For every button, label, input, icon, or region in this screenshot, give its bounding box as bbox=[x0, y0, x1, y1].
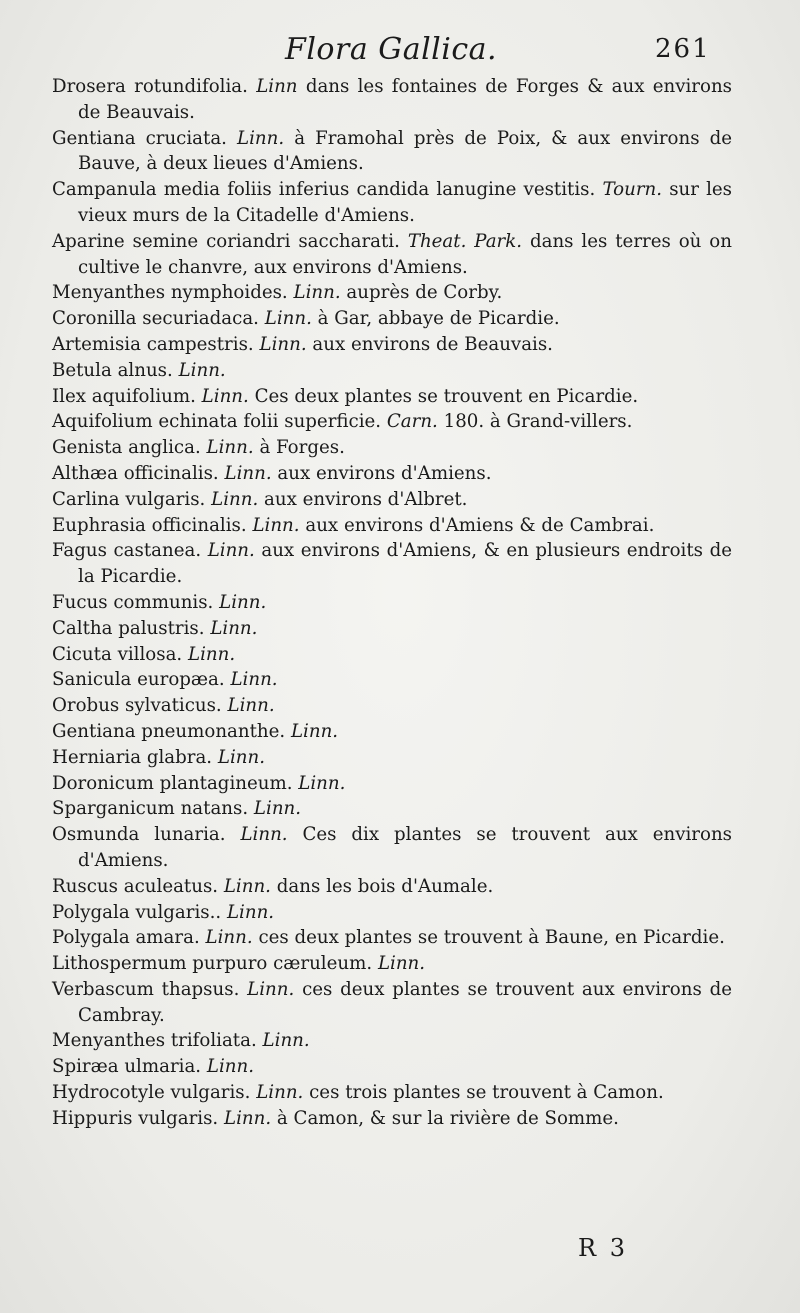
plant-name: Campanula media foliis inferius candida lanugine vestitis. bbox=[52, 179, 596, 201]
author-abbrev: Tourn. bbox=[602, 179, 663, 201]
plant-entry bbox=[52, 874, 732, 900]
plant-name: Osmunda lunaria. bbox=[52, 824, 226, 846]
author-abbrev: Linn. bbox=[230, 669, 278, 691]
author-abbrev: Linn. bbox=[224, 462, 272, 484]
plant-name: Doronicum plantagineum. bbox=[52, 772, 293, 794]
locality-note: dans les terres où on cultive le chanvre, aux environs d'Amiens. bbox=[78, 230, 732, 278]
author-abbrev: Linn. bbox=[253, 798, 302, 820]
locality-note: aux environs d'Albret. bbox=[264, 488, 468, 510]
author-abbrev: Linn. bbox=[219, 591, 267, 613]
author-abbrev: Linn. bbox=[206, 1056, 254, 1078]
locality-note: aux environs d'Amiens, & en plusieurs endroits de la Picardie. bbox=[78, 540, 732, 588]
plant-entry bbox=[52, 1106, 732, 1132]
plant-entry bbox=[52, 538, 732, 590]
page-header bbox=[0, 30, 800, 70]
author-abbrev: Linn. bbox=[298, 772, 346, 794]
plant-name: Fucus communis. bbox=[52, 591, 214, 613]
author-abbrev: Linn. bbox=[256, 1082, 304, 1104]
plant-entry bbox=[52, 719, 732, 745]
plant-name: Menyanthes trifoliata. bbox=[52, 1030, 257, 1052]
locality-note: 180. à Grand-villers. bbox=[443, 411, 633, 433]
plant-name: Coronilla securiadaca. bbox=[52, 308, 259, 330]
plant-name: Hippuris vulgaris. bbox=[52, 1107, 219, 1129]
locality-note: ces deux plantes se trouvent à Baune, en Picardie. bbox=[258, 927, 725, 949]
plant-entry bbox=[52, 229, 732, 281]
running-title: Flora Gallica. bbox=[285, 32, 498, 67]
plant-entry bbox=[52, 306, 732, 332]
author-abbrev: Linn. bbox=[227, 695, 275, 717]
locality-note: à Gar, abbaye de Picardie. bbox=[317, 308, 560, 330]
plant-name: Aquifolium echinata folii superficie. bbox=[52, 411, 382, 433]
plant-entry bbox=[52, 822, 732, 874]
plant-entry bbox=[52, 1054, 732, 1080]
author-abbrev: Linn. bbox=[252, 514, 300, 536]
locality-note: Ces dix plantes se trouvent aux environs d'Amiens. bbox=[78, 824, 732, 871]
plant-entry bbox=[52, 461, 732, 487]
locality-note: ces deux plantes se trouvent aux environs de Cambray. bbox=[78, 978, 732, 1026]
plant-name: Artemisia campestris. bbox=[52, 333, 254, 355]
plant-name: Gentiana cruciata. bbox=[52, 127, 227, 149]
author-abbrev: Linn. bbox=[201, 385, 249, 407]
plant-name: Caltha palustris. bbox=[52, 617, 205, 639]
plant-name: Fagus castanea. bbox=[52, 540, 202, 562]
plant-name: Orobus sylvaticus. bbox=[52, 695, 222, 717]
author-abbrev: Linn. bbox=[188, 643, 236, 665]
plant-name: Gentiana pneumonanthe. bbox=[52, 720, 286, 742]
locality-note: sur les vieux murs de la Citadelle d'Amiens. bbox=[78, 179, 732, 226]
plant-name: Sanicula europæa. bbox=[52, 669, 225, 691]
author-abbrev: Carn. bbox=[386, 411, 438, 433]
locality-note: à Forges. bbox=[259, 437, 345, 459]
author-abbrev: Linn. bbox=[205, 927, 253, 949]
author-abbrev: Theat. Park. bbox=[407, 230, 523, 252]
author-abbrev: Linn. bbox=[226, 901, 275, 923]
plant-entry bbox=[52, 900, 732, 926]
plant-entry bbox=[52, 409, 732, 435]
author-abbrev: Linn. bbox=[217, 746, 265, 768]
plant-entry bbox=[52, 642, 732, 668]
plant-entry bbox=[52, 796, 732, 822]
plant-name: Carlina vulgaris. bbox=[52, 488, 206, 510]
plant-name: Sparganicum natans. bbox=[52, 798, 249, 820]
author-abbrev: Linn. bbox=[223, 875, 271, 897]
plant-name: Althæa officinalis. bbox=[52, 462, 219, 484]
plant-entry bbox=[52, 435, 732, 461]
plant-name: Lithospermum purpuro cæruleum. bbox=[52, 953, 373, 975]
author-abbrev: Linn. bbox=[240, 824, 288, 846]
plant-list bbox=[52, 74, 732, 1132]
plant-entry bbox=[52, 384, 732, 410]
plant-entry bbox=[52, 745, 732, 771]
plant-entry bbox=[52, 332, 732, 358]
plant-entry bbox=[52, 667, 732, 693]
author-abbrev: Linn. bbox=[237, 127, 285, 149]
plant-entry bbox=[52, 951, 732, 977]
author-abbrev: Linn. bbox=[211, 488, 259, 510]
page-number: 261 bbox=[655, 34, 711, 64]
author-abbrev: Linn bbox=[256, 76, 298, 97]
author-abbrev: Linn. bbox=[262, 1030, 310, 1052]
plant-name: Spiræa ulmaria. bbox=[52, 1056, 202, 1078]
locality-note: auprès de Corby. bbox=[346, 282, 503, 304]
author-abbrev: Linn. bbox=[210, 617, 258, 639]
author-abbrev: Linn. bbox=[290, 720, 339, 742]
plant-entry bbox=[52, 513, 732, 539]
plant-name: Ruscus aculeatus. bbox=[52, 875, 219, 897]
plant-entry bbox=[52, 177, 732, 229]
locality-note: ces trois plantes se trouvent à Camon. bbox=[309, 1082, 664, 1104]
author-abbrev: Linn. bbox=[293, 282, 341, 304]
plant-entry bbox=[52, 616, 732, 642]
signature-mark: R 3 bbox=[578, 1234, 628, 1262]
plant-entry bbox=[52, 977, 732, 1029]
plant-name: Menyanthes nymphoides. bbox=[52, 282, 288, 304]
locality-note: dans les bois d'Aumale. bbox=[276, 875, 494, 897]
plant-name: Hydrocotyle vulgaris. bbox=[52, 1082, 251, 1104]
plant-name: Euphrasia officinalis. bbox=[52, 514, 247, 536]
plant-entry bbox=[52, 925, 732, 951]
plant-name: Drosera rotundifolia. bbox=[52, 76, 248, 97]
plant-name: Aparine semine coriandri saccharati. bbox=[52, 230, 400, 252]
plant-name: Ilex aquifolium. bbox=[52, 385, 196, 407]
plant-name: Polygala amara. bbox=[52, 927, 200, 949]
plant-name: Herniaria glabra. bbox=[52, 746, 213, 768]
plant-name: Polygala vulgaris.. bbox=[52, 901, 222, 923]
author-abbrev: Linn. bbox=[247, 978, 295, 1000]
plant-entry bbox=[52, 1080, 732, 1106]
plant-entry bbox=[52, 1028, 732, 1054]
plant-entry bbox=[52, 126, 732, 178]
author-abbrev: Linn. bbox=[264, 308, 312, 330]
locality-note: aux environs de Beauvais. bbox=[312, 333, 553, 355]
plant-name: Betula alnus. bbox=[52, 359, 173, 381]
plant-name: Cicuta villosa. bbox=[52, 643, 183, 665]
author-abbrev: Linn. bbox=[377, 953, 426, 975]
plant-entry bbox=[52, 74, 732, 126]
locality-note: dans les fontaines de Forges & aux environs de Beauvais. bbox=[78, 76, 733, 123]
author-abbrev: Linn. bbox=[206, 437, 254, 459]
author-abbrev: Linn. bbox=[224, 1107, 272, 1129]
plant-entry bbox=[52, 590, 732, 616]
author-abbrev: Linn. bbox=[259, 333, 307, 355]
author-abbrev: Linn. bbox=[207, 540, 255, 562]
plant-entry bbox=[52, 693, 732, 719]
locality-note: aux environs d'Amiens & de Cambrai. bbox=[305, 514, 655, 536]
plant-name: Genista anglica. bbox=[52, 437, 201, 459]
plant-entry bbox=[52, 487, 732, 513]
plant-name: Verbascum thapsus. bbox=[52, 978, 240, 1000]
locality-note: Ces deux plantes se trouvent en Picardie. bbox=[254, 385, 639, 407]
author-abbrev: Linn. bbox=[178, 359, 226, 381]
locality-note: à Framohal près de Poix, & aux environs de Bauve, à deux lieues d'Amiens. bbox=[78, 127, 732, 175]
plant-entry bbox=[52, 280, 732, 306]
plant-entry bbox=[52, 771, 732, 797]
plant-entry bbox=[52, 358, 732, 384]
locality-note: aux environs d'Amiens. bbox=[277, 462, 492, 484]
locality-note: à Camon, & sur la rivière de Somme. bbox=[276, 1107, 619, 1129]
